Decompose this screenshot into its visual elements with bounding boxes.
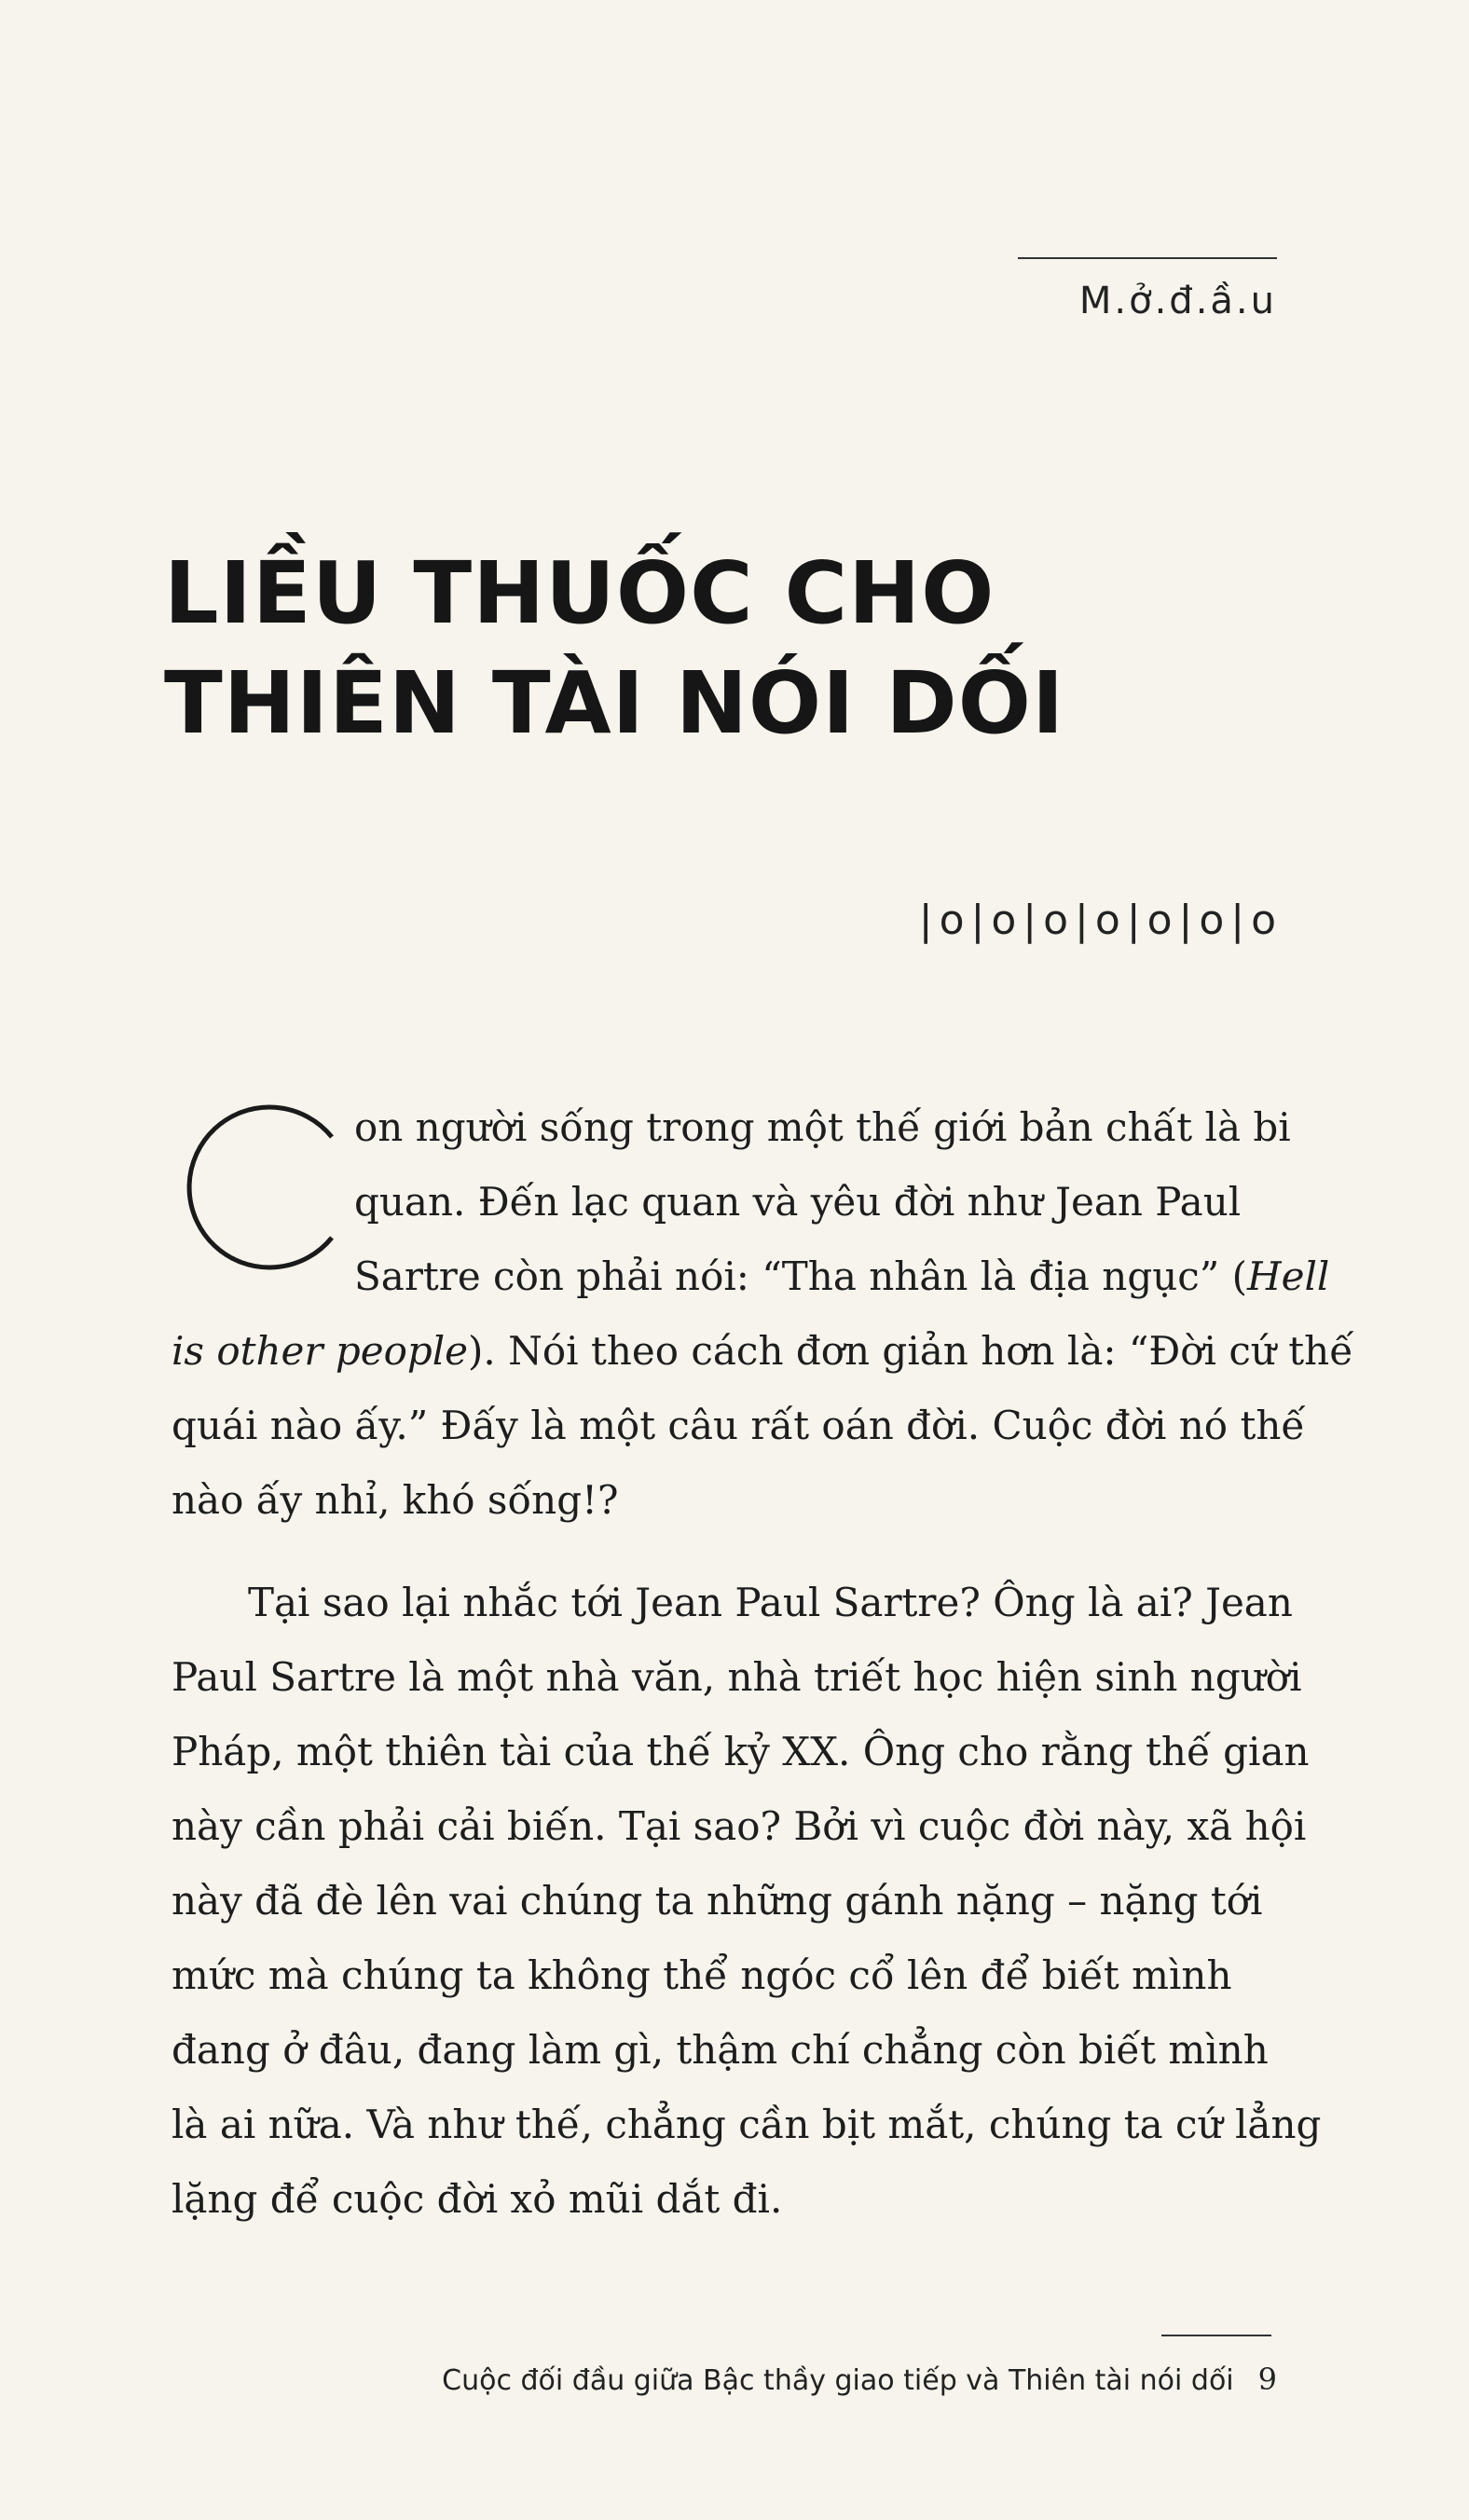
paragraph-2-line: mức mà chúng ta không thể ngóc cổ lên để biết mình [172, 1952, 1232, 1998]
body-text [172, 1090, 1354, 2237]
paragraph-1-line: nào ấy nhỉ, khó sống!? [172, 1477, 619, 1523]
italic-text: is other people [172, 1328, 469, 1374]
paragraph-2-line: này đã đè lên vai chúng ta những gánh nặng – nặng tới [172, 1878, 1263, 1924]
paragraph-1-line [172, 1314, 1354, 1389]
paragraph-2-line: Paul Sartre là một nhà văn, nhà triết học hiện sinh người [172, 1654, 1302, 1700]
footer-rule [1161, 2335, 1271, 2336]
text-run: Sartre còn phải nói: “Tha nhân là địa ngục” ( [354, 1253, 1248, 1299]
page-number: 9 [1257, 2362, 1277, 2397]
paragraph-2-line: này cần phải cải biến. Tại sao? Bởi vì cuộc đời này, xã hội [172, 1803, 1307, 1849]
paragraph-1-line: quái nào ấy.” Đấy là một câu rất oán đời. Cuộc đời nó thế [172, 1403, 1306, 1448]
paragraph-1 [172, 1090, 1354, 1538]
running-footer [391, 2362, 1277, 2397]
header-rule [1018, 257, 1277, 259]
paragraph-2-line: Pháp, một thiên tài của thế kỷ XX. Ông cho rằng thế gian [172, 1729, 1310, 1774]
footer-book-title: Cuộc đối đầu giữa Bậc thầy giao tiếp và Thiên tài nói dối [442, 2364, 1234, 2397]
paragraph-2-line: đang ở đâu, đang làm gì, thậm chí chẳng còn biết mình [172, 2027, 1269, 2073]
paragraph-2 [172, 1566, 1322, 2237]
chapter-title-line-1: LIỀU THUỐC CHO [164, 543, 995, 643]
italic-text: Hell [1247, 1253, 1330, 1299]
paragraph-1-line [172, 1239, 1330, 1314]
chapter-title [164, 539, 1283, 759]
paragraph-1-line: on người sống trong một thế giới bản chất là bi [354, 1104, 1291, 1150]
decorative-ornament: |o|o|o|o|o|o|o [918, 897, 1283, 944]
paragraph-2-line: là ai nữa. Và như thế, chẳng cần bịt mắt, chúng ta cứ lẳng [172, 2102, 1322, 2147]
paragraph-2-line: lặng để cuộc đời xỏ mũi dắt đi. [172, 2176, 783, 2222]
chapter-title-line-2: THIÊN TÀI NÓI DỐI [164, 653, 1065, 753]
paragraph-gap [172, 1538, 1270, 1566]
paragraph-1-line: quan. Đến lạc quan và yêu đời như Jean Paul [354, 1179, 1242, 1225]
section-label: M.ở.đ.ầ.u [1078, 280, 1277, 322]
text-run: ). Nói theo cách đơn giản hơn là: “Đời cứ thế [468, 1328, 1354, 1374]
paragraph-2-line: Tại sao lại nhắc tới Jean Paul Sartre? Ông là ai? Jean [248, 1580, 1293, 1625]
